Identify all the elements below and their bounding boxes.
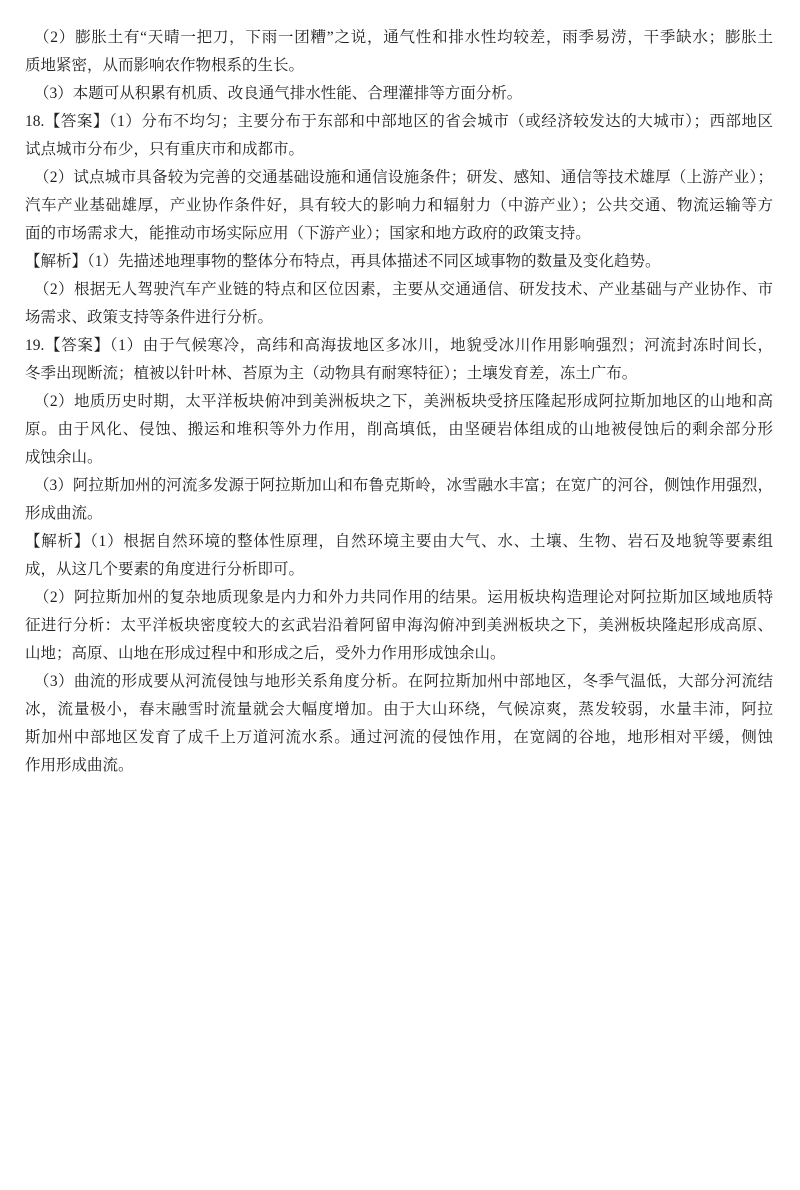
text-line: （2）地质历史时期，太平洋板块俯冲到美洲板块之下，美洲板块受挤压隆起形成阿拉斯加地区的山地和高 [34, 393, 773, 410]
text-line: 山地；高原、山地在形成过程中和形成之后，受外力作用形成蚀余山。 [25, 645, 506, 662]
text-line: （2）膨胀土有“天晴一把刀，下雨一团糟”之说，通气性和排水性均较差，雨季易涝，干季缺水；膨胀土 [34, 29, 773, 46]
text-line: （3）曲流的形成要从河流侵蚀与地形关系角度分析。在阿拉斯加州中部地区，冬季气温低，大部分河流结 [34, 673, 773, 690]
text-line: （3）阿拉斯加州的河流多发源于阿拉斯加山和布鲁克斯岭，冰雪融水丰富；在宽广的河谷，侧蚀作用强烈， [34, 477, 773, 494]
text-line: 汽车产业基础雄厚，产业协作条件好，具有较大的影响力和辐射力（中游产业）；公共交通、物流运输等方 [25, 197, 773, 214]
text-line: 场需求、政策支持等条件进行分析。 [25, 309, 274, 326]
text-line: （2）阿拉斯加州的复杂地质现象是内力和外力共同作用的结果。运用板块构造理论对阿拉斯加区域地质特 [34, 589, 773, 606]
text-line: 18.【答案】（1）分布不均匀；主要分布于东部和中部地区的省会城市（或经济较发达的大城市）；西部地区 [25, 113, 773, 130]
text-line: 试点城市分布少，只有重庆市和成都市。 [25, 141, 305, 158]
text-line: 面的市场需求大，能推动市场实际应用（下游产业）；国家和地方政府的政策支持。 [25, 225, 591, 242]
text-line: 形成曲流。 [25, 505, 103, 522]
text-line: 19.【答案】（1）由于气候寒冷，高纬和高海拔地区多冰川，地貌受冰川作用影响强烈；河流封冻时间长， [25, 337, 773, 354]
text-line: 作用形成曲流。 [25, 757, 134, 774]
text-line: 【解析】（1）根据自然环境的整体性原理，自然环境主要由大气、水、土壤、生物、岩石及地貌等要素组 [25, 533, 773, 550]
text-line: 冬季出现断流；植被以针叶林、苔原为主（动物具有耐寒特征）；土壤发育差，冻土广布。 [25, 365, 638, 382]
text-line: 【解析】（1）先描述地理事物的整体分布特点，再具体描述不同区域事物的数量及变化趋势。 [25, 253, 661, 270]
text-line: 斯加州中部地区发育了成千上万道河流水系。通过河流的侵蚀作用，在宽阔的谷地，地形相对平缓，侧蚀 [25, 729, 773, 746]
text-line: 征进行分析：太平洋板块密度较大的玄武岩沿着阿留申海沟俯冲到美洲板块之下，美洲板块隆起形成高原、 [25, 617, 773, 634]
text-line: 成蚀余山。 [25, 449, 103, 466]
text-line: 原。由于风化、侵蚀、搬运和堆积等外力作用，削高填低，由坚硬岩体组成的山地被侵蚀后的剩余部分形 [25, 421, 773, 438]
text-line: 质地紧密，从而影响农作物根系的生长。 [25, 57, 305, 74]
text-line: 成，从这几个要素的角度进行分析即可。 [25, 561, 305, 578]
text-line: （3）本题可从积累有机质、改良通气排水性能、合理灌排等方面分析。 [34, 85, 523, 102]
text-line: （2）根据无人驾驶汽车产业链的特点和区位因素，主要从交通通信、研发技术、产业基础与产业协作、市 [34, 281, 773, 298]
text-line: 冰，流量极小，春末融雪时流量就会大幅度增加。由于大山环绕，气候凉爽，蒸发较弱，水量丰沛，阿拉 [25, 701, 773, 718]
text-line: （2）试点城市具备较为完善的交通基础设施和通信设施条件；研发、感知、通信等技术雄厚（上游产业）； [34, 169, 773, 186]
